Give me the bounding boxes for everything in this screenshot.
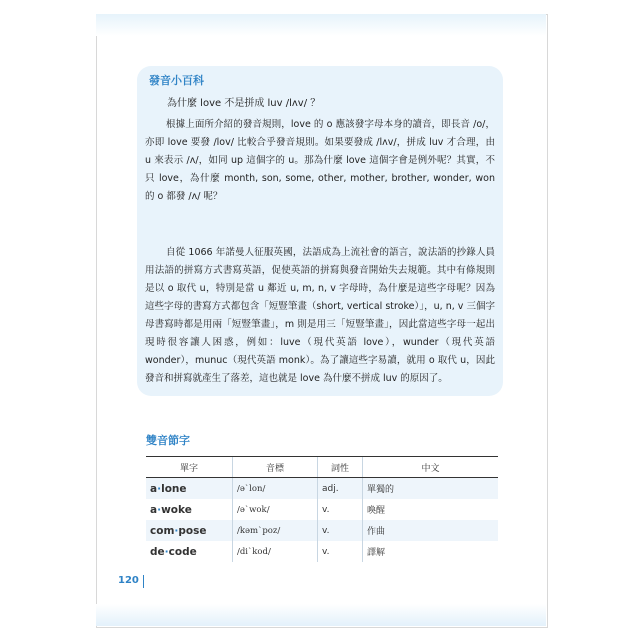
- pos-cell: v.: [318, 520, 363, 541]
- meaning-cell: 喚醒: [363, 499, 499, 520]
- meaning-cell: 作曲: [363, 520, 499, 541]
- header-chinese: 中文: [363, 457, 499, 478]
- meaning-cell: 單獨的: [363, 478, 499, 500]
- syllable-dot: ·: [157, 482, 162, 495]
- syllable-2: code: [168, 545, 197, 558]
- info-paragraph-2: 自從 1066 年諾曼人征服英國，法語成為上流社會的語言，說法語的抄錄人員用法語的拼寫方式書寫英語，促使英語的拼寫與發音開始失去規範。其中有條規則是以 o 取代 u，特別是當 u 鄰近 u, m, n, v 字母時，為什麼是這些字母呢？因為這些字母的書寫方式都包含「短豎筆畫（short, vertical stroke）」，u, n, v 三個字母書寫時都是用兩「短豎筆畫」，m 則是用三「短豎筆畫」，因此當這些字母一起出現時很容讓人困惑，例如：luve（現代英語 love），wunder（現代英語 wonder），munuc（現代英語 monk）。為了讓這些字易讀，就用 o 取代 u，因此發音和拼寫就產生了落差，這也就是 love 為什麼不拼成 luv 的原因了。: [145, 247, 495, 384]
- meaning-cell: 譯解: [363, 541, 499, 562]
- table-row: [146, 499, 498, 520]
- table-row: [146, 478, 498, 500]
- pos-cell: v.: [318, 499, 363, 520]
- phonetic-cell: /əˋlon/: [233, 478, 318, 500]
- syllable-dot: ·: [157, 503, 162, 516]
- syllable-1: a: [150, 503, 158, 516]
- syllable-1: com: [150, 524, 175, 537]
- section-title: 雙音節字: [146, 434, 190, 447]
- word-cell: [146, 541, 233, 562]
- table-row: [146, 541, 498, 562]
- syllable-dot: ·: [164, 545, 169, 558]
- info-paragraph-1: 根據上面所介紹的發音規則，love 的 o 應該發字母本身的讀音，即長音 /o/，亦即 love 要發 /lov/ 比較合乎發音規則。如果要發成 /lʌv/，拼成 luv 才合理，由 u 來表示 /ʌ/，如同 up 這個字的 u。那為什麼 love 這個字會是例外呢？其實，不只 love，為什麼 month, son, some, other, mother, brother, wonder, won 的 o 都發 /ʌ/ 呢？: [145, 119, 495, 202]
- info-box-title: 發音小百科: [149, 74, 204, 87]
- pronunciation-info-box: [137, 66, 503, 396]
- footer-band: [96, 604, 546, 626]
- header-phonetic: 音標: [233, 457, 318, 478]
- word-cell: [146, 520, 233, 541]
- syllable-1: a: [150, 482, 158, 495]
- vocabulary-table: [146, 456, 498, 562]
- header-part-of-speech: 詞性: [318, 457, 363, 478]
- pos-cell: adj.: [318, 478, 363, 500]
- word-cell: [146, 478, 233, 500]
- syllable-dot: ·: [174, 524, 179, 537]
- page-number-divider: [143, 575, 144, 588]
- word-cell: [146, 499, 233, 520]
- phonetic-cell: /kəmˋpoz/: [233, 520, 318, 541]
- header-band: [96, 14, 546, 36]
- info-box-question: 為什麼 love 不是拼成 luv /lʌv/ ？: [167, 98, 321, 109]
- page-number: 120: [118, 575, 139, 586]
- table-header-row: [146, 457, 498, 478]
- syllable-2: pose: [178, 524, 207, 537]
- syllable-1: de: [150, 545, 165, 558]
- syllable-2: lone: [161, 482, 187, 495]
- phonetic-cell: /diˋkod/: [233, 541, 318, 562]
- phonetic-cell: /əˋwok/: [233, 499, 318, 520]
- pos-cell: v.: [318, 541, 363, 562]
- syllable-2: woke: [161, 503, 192, 516]
- table-row: [146, 520, 498, 541]
- header-word: 單字: [146, 457, 233, 478]
